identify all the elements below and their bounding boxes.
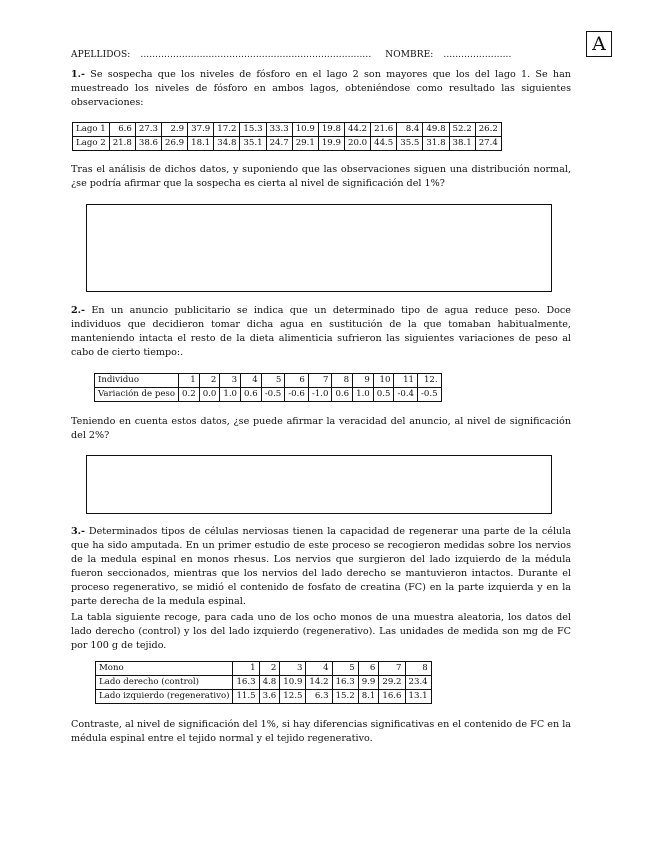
row-label: Variación de peso [95, 388, 179, 402]
table-cell: 35.1 [240, 137, 266, 151]
table-row [96, 662, 432, 676]
table-cell: 16.6 [379, 690, 405, 704]
q2-number: 2.- [71, 305, 85, 316]
apellidos-label: APELLIDOS: [71, 50, 131, 60]
table-cell: 5 [261, 374, 285, 388]
table-cell: 6 [285, 374, 309, 388]
row-label: Individuo [95, 374, 179, 388]
table-cell: 27.4 [475, 137, 501, 151]
table-cell: 18.1 [188, 137, 214, 151]
table-cell: 8.4 [397, 123, 423, 137]
table-cell: 16.3 [332, 676, 358, 690]
row-label: Lago 1 [73, 123, 110, 137]
table-cell: 1 [233, 662, 259, 676]
table-cell: 12. [418, 374, 442, 388]
table-cell: 8 [332, 374, 353, 388]
table-cell: 12.5 [280, 690, 306, 704]
table-cell: 29.1 [292, 137, 318, 151]
q1-answer-box[interactable] [86, 204, 552, 292]
q3-question: Contraste, al nivel de significación del 1%, si hay diferencias significativas en el contenido de FC en la médula espinal entre el tejido normal y el tejido regenerativo. [71, 719, 571, 744]
table-cell: 6 [358, 662, 379, 676]
table-cell: 6.3 [306, 690, 332, 704]
table-cell: 49.8 [423, 123, 449, 137]
table-cell: 38.6 [135, 137, 161, 151]
table-cell: 24.7 [266, 137, 292, 151]
table-cell: 21.8 [109, 137, 135, 151]
table-cell: 11.5 [233, 690, 259, 704]
table-cell: 34.8 [214, 137, 240, 151]
table-row [95, 388, 442, 402]
apellidos-field[interactable]: .............................................................................. [140, 50, 372, 60]
table-cell: 0.6 [241, 388, 262, 402]
table-cell: 11 [394, 374, 418, 388]
exam-version-letter: A [586, 31, 612, 57]
table-cell: 3 [280, 662, 306, 676]
table-cell: 16.3 [233, 676, 259, 690]
table-cell: 15.3 [240, 123, 266, 137]
table-row [95, 374, 442, 388]
table-cell: 33.3 [266, 123, 292, 137]
table-row [73, 123, 502, 137]
nombre-field[interactable]: ....................... [443, 50, 512, 60]
nombre-label: NOMBRE: [385, 50, 434, 60]
table-cell: 0.2 [179, 388, 200, 402]
table-cell: 5 [332, 662, 358, 676]
table-cell: 0.0 [199, 388, 220, 402]
row-label: Lago 2 [73, 137, 110, 151]
q2-statement [71, 304, 571, 360]
table-cell: 38.1 [449, 137, 475, 151]
table-cell: 52.2 [449, 123, 475, 137]
table-cell: 26.9 [162, 137, 188, 151]
table-row [73, 137, 502, 151]
table-cell: 1 [179, 374, 200, 388]
table-cell: 17.2 [214, 123, 240, 137]
q2-question: Teniendo en cuenta estos datos, ¿se puede afirmar la veracidad del anuncio, al nivel de significación del 2%? [71, 416, 571, 441]
table-cell: 8 [405, 662, 431, 676]
table-cell: 2 [259, 662, 280, 676]
table-cell: 13.1 [405, 690, 431, 704]
table-cell: 27.3 [135, 123, 161, 137]
table-cell: -0.6 [285, 388, 309, 402]
table-cell: -0.5 [418, 388, 442, 402]
table-cell: 3.6 [259, 690, 280, 704]
q1-number: 1.- [71, 69, 85, 80]
q1-table [72, 122, 502, 151]
table-cell: 9.9 [358, 676, 379, 690]
table-cell: -0.4 [394, 388, 418, 402]
table-cell: 0.6 [332, 388, 353, 402]
row-label: Lado derecho (control) [96, 676, 233, 690]
table-cell: 14.2 [306, 676, 332, 690]
table-cell: 37.9 [188, 123, 214, 137]
table-cell: 2 [199, 374, 220, 388]
table-cell: 9 [353, 374, 374, 388]
table-cell: 4 [306, 662, 332, 676]
table-cell: 44.2 [344, 123, 370, 137]
row-label: Mono [96, 662, 233, 676]
table-cell: 15.2 [332, 690, 358, 704]
q3-statement-2: La tabla siguiente recoge, para cada uno de los ocho monos de una muestra aleatoria, los datos del lado derecho (control) y los del lado izquierdo (regenerativo). Las unidades de medida son mg de FC por 100 g de tejido. [71, 612, 571, 651]
table-cell: 0.5 [373, 388, 394, 402]
table-cell: 1.0 [353, 388, 374, 402]
table-row [96, 676, 432, 690]
table-cell: 3 [220, 374, 241, 388]
table-cell: 4 [241, 374, 262, 388]
q2-answer-box[interactable] [86, 455, 552, 514]
table-cell: 10.9 [280, 676, 306, 690]
table-cell: 8.1 [358, 690, 379, 704]
q3-number: 3.- [71, 526, 85, 537]
table-cell: 26.2 [475, 123, 501, 137]
table-cell: 10.9 [292, 123, 318, 137]
table-cell: 19.9 [318, 137, 344, 151]
q1-text: Se sospecha que los niveles de fósforo en el lago 2 son mayores que los del lago 1. Se han muestreado los niveles de fósforo en ambos lagos, obteniéndose como resultado las siguientes observaciones: [71, 69, 571, 108]
student-header [71, 50, 511, 60]
q1-question: Tras el análisis de dichos datos, y suponiendo que las observaciones siguen una distribución normal, ¿se podría afirmar que la sospecha es cierta al nivel de significación del 1%? [71, 164, 571, 189]
table-cell: 21.6 [371, 123, 397, 137]
table-cell: 29.2 [379, 676, 405, 690]
table-cell: 1.0 [220, 388, 241, 402]
table-cell: 6.6 [109, 123, 135, 137]
table-cell: 4.8 [259, 676, 280, 690]
table-cell: 19.8 [318, 123, 344, 137]
q3-text: Determinados tipos de células nerviosas tienen la capacidad de regenerar una parte de la célula que ha sido amputada. En un primer estudio de este proceso se recogieron medidas sobre los nervios de la medula espinal en monos rhesus. Los nervios que surgieron del lado izquierdo de la médula fueron seccionados, mientras que los nervios del lado derecho se mantuvieron intactos. Durante el proceso regenerativo, se midió el contenido de fosfato de creatina (FC) en la parte izquierda y en la parte derecha de la medula espinal. [71, 526, 571, 607]
table-cell: 23.4 [405, 676, 431, 690]
table-cell: 7 [308, 374, 332, 388]
q2-table [94, 373, 442, 402]
q3-statement [71, 525, 571, 609]
q1-statement [71, 68, 571, 110]
q2-text: En un anuncio publicitario se indica que un determinado tipo de agua reduce peso. Doce individuos que decidieron tomar dicha agua en sustitución de la que tomaban habitualmente, manteniendo intacta el resto de la dieta alimenticia sufrieron las siguientes variaciones de peso al cabo de cierto tiempo:. [71, 305, 571, 358]
table-cell: 2.9 [162, 123, 188, 137]
table-cell: 35.5 [397, 137, 423, 151]
table-cell: 7 [379, 662, 405, 676]
table-cell: 10 [373, 374, 394, 388]
table-cell: -0.5 [261, 388, 285, 402]
table-cell: 31.8 [423, 137, 449, 151]
q3-table [95, 661, 432, 704]
table-cell: 44.5 [371, 137, 397, 151]
row-label: Lado izquierdo (regenerativo) [96, 690, 233, 704]
table-row [96, 690, 432, 704]
table-cell: -1.0 [308, 388, 332, 402]
table-cell: 20.0 [344, 137, 370, 151]
